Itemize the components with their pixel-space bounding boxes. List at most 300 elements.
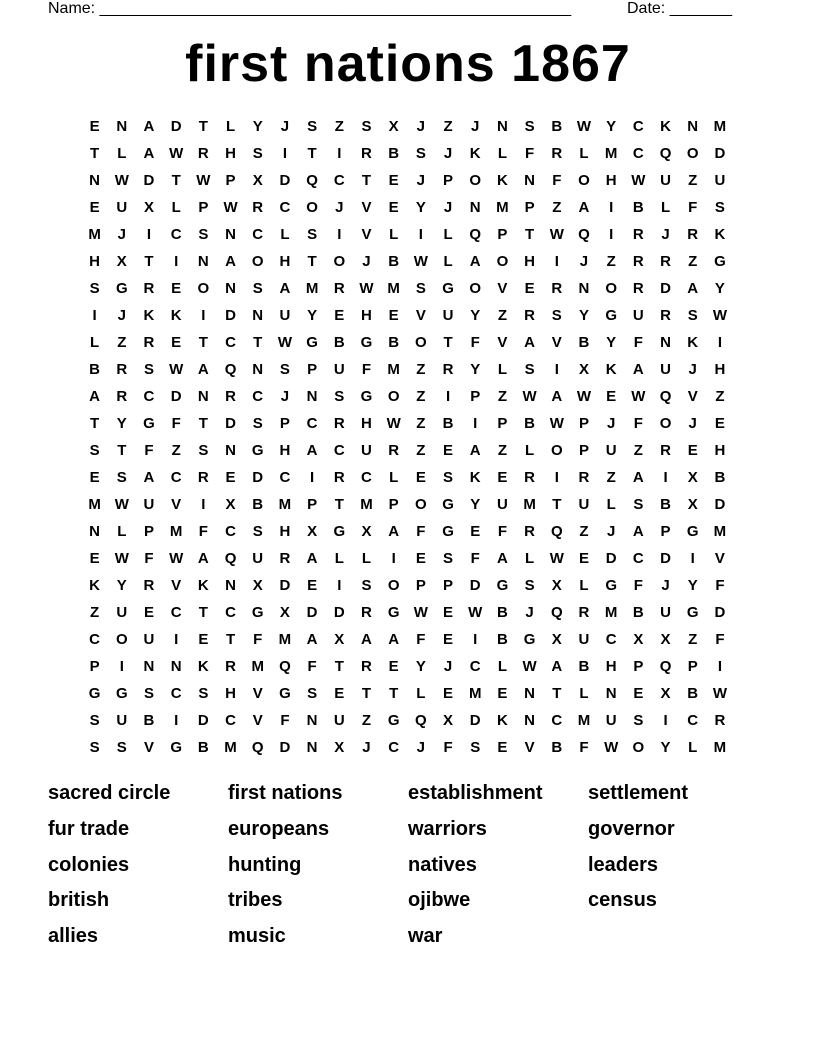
grid-letter: E [89,199,100,216]
grid-letter: D [306,604,318,621]
grid-letter: L [443,226,453,243]
grid-letter: O [578,172,590,189]
grid-letter: M [278,631,292,648]
grid-letter: I [201,496,206,513]
grid-letter: L [579,685,589,702]
grid-letter: L [660,199,671,216]
grid-row [81,221,741,248]
grid-letter: S [252,523,263,540]
grid-letter: N [89,172,101,189]
grid-letter: D [469,577,481,594]
grid-letter: Q [224,550,237,567]
grid-letter: M [713,118,727,135]
grid-letter: S [143,685,154,702]
grid-letter: U [442,307,454,324]
grid-letter: A [143,118,155,135]
grid-letter: V [171,496,182,513]
grid-letter: G [686,523,699,540]
grid-letter: Q [550,604,563,621]
grid-letter: P [198,199,209,216]
grid-letter: K [496,172,508,189]
grid-letter: T [198,415,208,432]
word-list-item: governor [588,817,675,840]
grid-letter: M [88,496,101,513]
grid-letter: X [116,253,127,270]
grid-letter: C [388,739,400,756]
grid-letter: I [201,307,206,324]
grid-letter: H [524,253,536,270]
grid-letter: G [170,739,182,756]
grid-letter: P [687,658,698,675]
grid-letter: T [253,334,263,351]
grid-letter: U [143,496,155,513]
grid-letter: R [388,442,400,459]
grid-letter: K [170,307,182,324]
grid-letter: D [469,712,481,729]
grid-letter: N [496,118,508,135]
grid-letter: U [660,172,671,189]
grid-letter: K [143,307,155,324]
grid-letter: H [279,253,291,270]
grid-letter: X [252,172,263,189]
word-list-item: natives [408,853,477,876]
grid-letter: S [89,280,100,297]
grid-letter: A [143,469,155,486]
word-list-item: sacred circle [48,782,171,804]
grid-letter: W [386,415,401,432]
grid-letter: S [307,118,318,135]
grid-letter: V [497,280,508,297]
grid-letter: R [442,361,454,378]
grid-letter: J [688,361,697,378]
grid-row [81,707,741,734]
grid-letter: C [632,550,644,567]
grid-letter: A [225,253,236,270]
grid-letter: J [117,307,126,324]
word-list-item: ojibwe [408,889,471,912]
grid-letter: B [197,739,209,756]
grid-letter: K [197,577,209,594]
grid-letter: J [443,199,453,216]
grid-letter: E [443,442,454,459]
grid-row [81,410,741,437]
grid-letter: B [388,145,400,162]
grid-letter: C [252,226,264,243]
grid-letter: D [170,118,182,135]
grid-letter: B [388,253,400,270]
grid-letter: S [470,739,481,756]
grid-letter: I [473,631,478,648]
grid-letter: N [252,307,264,324]
grid-letter: B [551,739,563,756]
grid-letter: O [115,631,128,648]
grid-letter: C [225,604,236,621]
grid-letter: N [89,523,101,540]
grid-letter: N [660,334,671,351]
grid-letter: A [469,442,481,459]
grid-letter: V [551,334,562,351]
grid-letter: N [578,280,590,297]
grid-letter: V [524,739,535,756]
grid-letter: R [714,712,726,729]
grid-letter: U [143,631,155,648]
grid-letter: T [525,226,535,243]
grid-letter: P [497,415,508,432]
grid-letter: X [633,631,644,648]
grid-letter: I [609,199,614,216]
grid-letter: R [143,280,155,297]
grid-letter: I [174,253,179,270]
grid-letter: L [497,361,507,378]
grid-letter: C [333,172,345,189]
grid-letter: J [606,415,616,432]
grid-letter: M [88,226,101,243]
grid-letter: E [225,469,236,486]
word-list-item: fur trade [48,817,130,840]
grid-letter: L [525,442,535,459]
grid-letter: L [90,334,100,351]
grid-letter: Z [497,442,507,459]
grid-letter: G [279,685,291,702]
grid-letter: M [360,496,373,513]
grid-letter: B [632,199,644,216]
grid-letter: R [687,226,699,243]
grid-letter: J [525,604,534,621]
grid-letter: T [90,145,100,162]
grid-letter: E [524,280,535,297]
grid-letter: Q [279,658,291,675]
grid-letter: R [225,388,236,405]
grid-letter: E [388,172,399,189]
grid-letter: J [416,118,426,135]
grid-letter: E [578,550,589,567]
grid-letter: X [578,361,589,378]
grid-letter: F [171,415,181,432]
grid-letter: E [714,415,725,432]
grid-letter: M [713,523,727,540]
grid-letter: S [714,199,725,216]
grid-letter: H [279,523,291,540]
grid-letter: M [496,199,509,216]
grid-letter: R [252,199,264,216]
grid-letter: G [333,523,346,540]
word-list-item: europeans [228,817,330,840]
grid-letter: A [632,469,644,486]
grid-letter: L [117,145,127,162]
grid-letter: R [578,469,590,486]
grid-letter: Q [415,712,427,729]
grid-letter: W [468,604,483,621]
grid-letter: F [307,658,317,675]
grid-letter: E [443,604,454,621]
grid-letter: R [333,469,345,486]
grid-row [81,518,741,545]
grid-letter: L [688,739,698,756]
grid-letter: F [280,712,290,729]
grid-letter: S [443,469,454,486]
grid-letter: M [305,280,319,297]
grid-letter: I [174,712,179,729]
grid-letter: R [225,658,236,675]
grid-letter: S [687,307,698,324]
grid-letter: F [416,523,426,540]
word-list-item: music [228,925,286,948]
grid-letter: X [687,469,698,486]
grid-letter: X [551,577,562,594]
grid-letter: X [307,523,318,540]
grid-letter: D [279,172,291,189]
grid-letter: L [280,226,290,243]
grid-letter: P [497,226,508,243]
grid-letter: D [279,577,291,594]
grid-letter: B [687,685,699,702]
grid-letter: W [114,496,129,513]
grid-letter: S [307,685,318,702]
grid-letter: J [443,145,453,162]
grid-letter: F [198,523,208,540]
grid-letter: O [469,280,482,297]
grid-letter: W [576,118,592,135]
grid-letter: B [714,469,726,486]
grid-letter: S [633,496,644,513]
grid-letter: C [306,415,318,432]
grid-letter: S [524,577,535,594]
grid-letter: I [663,712,668,729]
grid-letter: G [442,496,454,513]
grid-row [81,275,741,302]
grid-letter: E [89,118,100,135]
grid-letter: N [605,685,617,702]
grid-letter: P [307,496,318,513]
grid-row [81,113,741,140]
grid-letter: S [524,361,535,378]
grid-letter: T [225,631,236,648]
grid-letter: X [361,523,372,540]
grid-letter: K [660,118,671,135]
grid-letter: H [225,145,236,162]
grid-row [81,653,741,680]
grid-letter: M [251,658,264,675]
grid-letter: O [306,199,318,216]
grid-letter: Z [117,334,127,351]
grid-letter: U [361,442,372,459]
grid-letter: E [89,469,100,486]
grid-letter: R [116,361,128,378]
grid-letter: R [143,334,155,351]
grid-letter: W [196,172,211,189]
grid-letter: V [252,685,263,702]
grid-letter: V [171,577,182,594]
grid-letter: E [334,307,345,324]
word-list-item: leaders [588,853,659,876]
grid-letter: K [469,469,481,486]
grid-letter: B [333,334,345,351]
grid-letter: X [660,685,671,702]
grid-letter: N [306,388,318,405]
grid-letter: U [632,307,644,324]
word-list-item: settlement [588,782,689,804]
grid-letter: V [687,388,698,405]
word-list-item: war [408,925,443,948]
grid-letter: Y [660,739,671,756]
grid-letter: K [197,658,209,675]
grid-letter: T [198,118,208,135]
grid-letter: C [279,469,291,486]
grid-letter: Z [90,604,100,621]
grid-letter: B [252,496,264,513]
grid-letter: E [443,631,454,648]
grid-letter: W [576,388,592,405]
grid-letter: V [361,199,372,216]
grid-letter: R [551,145,563,162]
grid-letter: P [578,442,589,459]
grid-letter: B [632,604,644,621]
grid-letter: C [170,226,182,243]
grid-letter: G [387,604,400,621]
grid-letter: Q [224,361,237,378]
grid-letter: X [660,631,671,648]
grid-letter: W [522,388,537,405]
grid-letter: B [551,118,563,135]
grid-letter: C [225,334,236,351]
grid-letter: X [388,118,399,135]
grid-letter: R [632,226,644,243]
grid-letter: D [143,172,155,189]
grid-letter: R [361,145,372,162]
grid-letter: H [714,442,726,459]
word-list-item: tribes [228,889,283,912]
grid-letter: D [714,604,726,621]
grid-letter: Q [469,226,482,243]
grid-letter: P [524,199,535,216]
grid-letter: A [469,253,481,270]
grid-letter: Z [416,361,426,378]
grid-letter: R [524,523,536,540]
grid-letter: C [89,631,101,648]
grid-letter: R [551,280,563,297]
grid-letter: N [116,118,128,135]
grid-letter: L [334,550,344,567]
grid-letter: D [252,469,264,486]
grid-letter: A [197,361,209,378]
grid-letter: I [337,577,342,594]
grid-letter: Y [415,658,426,675]
grid-letter: Z [606,469,616,486]
grid-letter: W [277,334,292,351]
grid-letter: O [659,415,672,432]
grid-letter: S [116,739,127,756]
grid-letter: I [445,388,451,405]
grid-letter: E [171,334,182,351]
grid-letter: E [497,685,508,702]
grid-letter: B [496,631,508,648]
grid-letter: D [714,496,726,513]
grid-letter: P [89,658,100,675]
grid-letter: C [143,388,155,405]
grid-letter: C [632,118,644,135]
grid-letter: J [362,739,371,756]
grid-letter: M [523,496,536,513]
grid-letter: Q [578,226,590,243]
grid-letter: L [361,550,372,567]
grid-letter: S [89,442,100,459]
grid-letter: U [333,712,345,729]
grid-letter: H [225,685,236,702]
grid-letter: P [388,496,399,513]
grid-letter: S [198,442,209,459]
grid-letter: R [361,658,372,675]
grid-letter: W [631,388,646,405]
grid-letter: H [605,172,617,189]
grid-letter: M [387,361,400,378]
grid-letter: X [225,496,236,513]
grid-letter: I [92,307,97,324]
grid-letter: C [605,631,617,648]
grid-letter: B [496,604,508,621]
grid-letter: W [169,145,184,162]
grid-letter: R [197,469,209,486]
grid-letter: N [306,712,318,729]
grid-letter: Y [470,361,481,378]
grid-letter: M [604,145,618,162]
grid-letter: G [714,253,726,270]
grid-letter: W [114,550,129,567]
grid-letter: E [470,523,481,540]
grid-letter: M [278,496,292,513]
grid-letter: D [333,604,345,621]
grid-letter: W [712,685,727,702]
grid-row [81,626,741,653]
grid-letter: Z [579,523,589,540]
grid-letter: I [717,334,722,351]
grid-letter: T [144,253,154,270]
grid-letter: T [334,658,344,675]
grid-letter: N [197,253,209,270]
grid-letter: X [252,577,263,594]
grid-letter: E [388,307,399,324]
grid-letter: Y [252,118,263,135]
grid-letter: F [633,334,643,351]
grid-letter: S [415,280,426,297]
grid-letter: Y [116,577,127,594]
grid-letter: O [415,496,427,513]
grid-letter: E [415,469,426,486]
grid-letter: T [334,496,344,513]
grid-letter: G [442,280,454,297]
grid-letter: G [442,523,454,540]
grid-letter: F [144,442,154,459]
grid-letter: Z [171,442,181,459]
grid-letter: A [496,550,508,567]
grid-letter: S [89,739,100,756]
grid-letter: K [89,577,101,594]
grid-letter: E [334,685,345,702]
grid-letter: E [633,685,644,702]
grid-letter: Z [688,631,698,648]
grid-letter: J [362,253,371,270]
grid-letter: C [170,469,182,486]
word-list [48,779,768,958]
grid-letter: S [143,361,154,378]
grid-letter: R [197,145,209,162]
grid-letter: W [712,307,727,324]
grid-letter: B [660,496,671,513]
grid-letter: I [310,469,315,486]
grid-row [81,599,741,626]
grid-letter: U [714,172,726,189]
grid-row [81,437,741,464]
grid-letter: D [225,415,236,432]
